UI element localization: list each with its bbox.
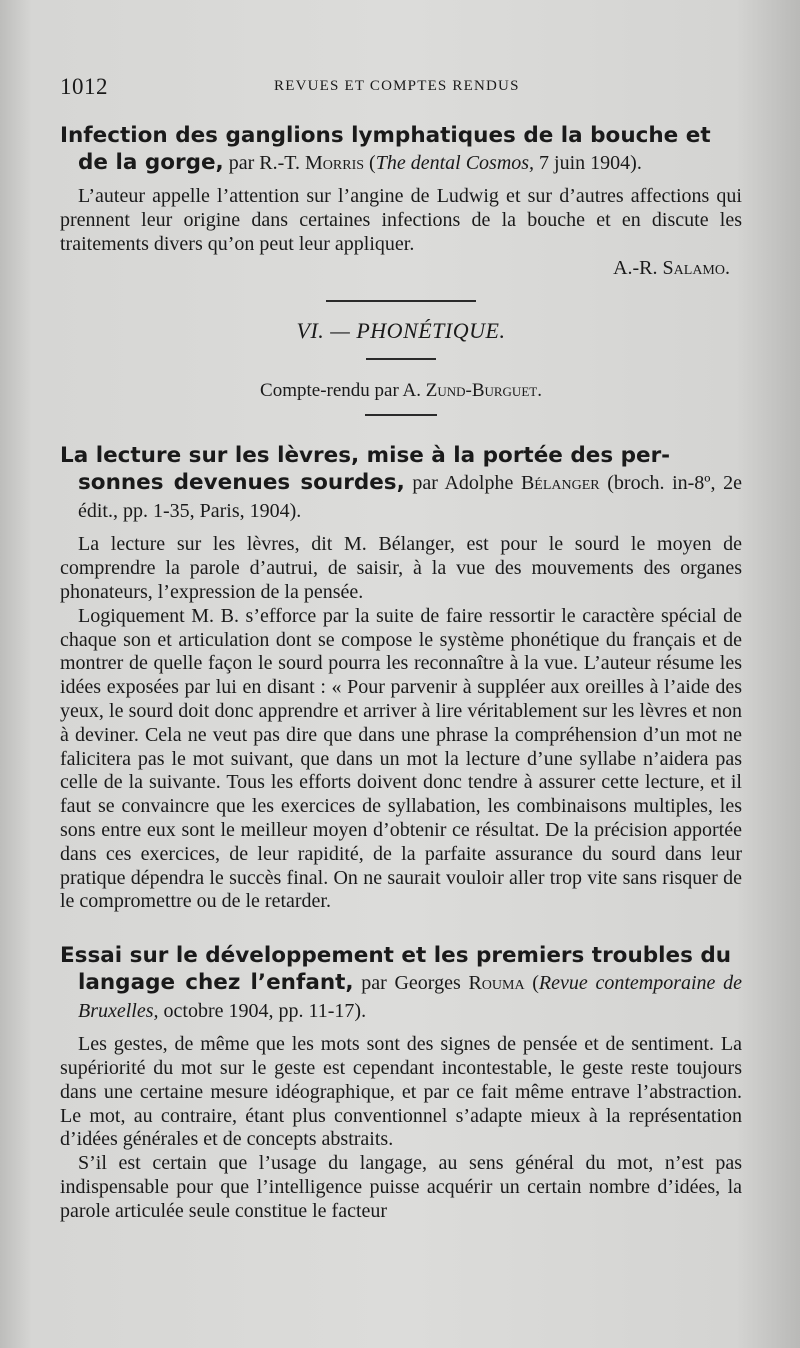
publication-details: (broch. in-8º, 2e édit., pp. 1-35, Paris, 1904). xyxy=(78,472,742,523)
review-ganglions xyxy=(60,122,742,280)
signature-initials: A.-R. xyxy=(613,257,663,280)
article-title xyxy=(60,122,742,177)
section-heading: VI. — PHONÉTIQUE. xyxy=(296,318,506,344)
reviewer-prefix: Compte-rendu par A. xyxy=(260,380,426,402)
title-continuation xyxy=(78,149,742,177)
review-body: L’auteur appelle l’attention sur l’angine de Ludwig et sur d’autres affections qui prennent leur origine dans certaines infections de la bouche et en discute les traitements divers qu’on peut leur appliquer. xyxy=(60,185,742,255)
reviewer-line xyxy=(60,380,742,402)
separator-rule-short xyxy=(366,358,436,360)
article-title xyxy=(60,942,742,1025)
by-text: par Georges xyxy=(353,972,469,995)
source-date: octobre 1904, pp. 11-17). xyxy=(158,1000,367,1023)
author-name: R.-T. Morris xyxy=(259,152,365,174)
title-line: langage chez l’enfant, xyxy=(78,970,354,996)
title-continuation xyxy=(78,469,742,525)
title-line: La lecture sur les lèvres, mise à la portée des per- xyxy=(60,443,671,469)
source-journal: Revue contemporaine de Bruxelles, xyxy=(78,972,742,1023)
signature xyxy=(60,256,730,280)
author-name: Bélanger xyxy=(520,472,600,495)
title-line: sonnes devenues sourdes, xyxy=(78,470,405,496)
reviewer-name: Zund-Burguet. xyxy=(425,380,542,402)
source-journal: The dental Cosmos, xyxy=(375,152,535,174)
review-paragraph: S’il est certain que l’usage du langage, au sens général du mot, n’est pas indispensable pour que l’intelligence puisse acquérir un certain nombre d’idées, la parole articulée seule constitue le facteur xyxy=(60,1152,742,1222)
title-continuation xyxy=(78,969,742,1025)
review-paragraph: Les gestes, de même que les mots sont des signes de pensée et de sentiment. La supériorité du mot sur le geste est cependant incontestable, le geste reste toujours dans une certaine mesure idéographique, et par ce fait même entrave l’abstraction. Le mot, au contraire, étant plus conventionnel s’adapte mieux à la représentation d’idées générales et de concepts abstraits. xyxy=(60,1033,742,1151)
review-paragraph: La lecture sur les lèvres, dit M. Bélanger, est pour le sourd le moyen de comprendre la parole d’autrui, de saisir, à la vue des mouvements des organes phonateurs, l’expression de la pensée. xyxy=(60,533,742,603)
title-line: Essai sur le développement et les premiers troubles du xyxy=(60,943,732,969)
by-text: par Adolphe xyxy=(404,472,521,495)
paren: ( xyxy=(364,152,376,174)
review-developpement-langage xyxy=(60,942,742,1223)
page-content xyxy=(60,122,742,1224)
paren: ( xyxy=(524,972,539,995)
separator-rule xyxy=(326,300,476,302)
author-name: Rouma xyxy=(468,972,525,995)
title-line: de la gorge, xyxy=(78,150,224,175)
running-title: REVUES ET COMPTES RENDUS xyxy=(274,78,520,94)
separator-rule-short xyxy=(365,414,437,416)
signature-name: Salamo. xyxy=(662,257,730,280)
article-title xyxy=(60,442,742,525)
page-number: 1012 xyxy=(60,74,108,99)
running-head xyxy=(60,74,742,104)
by-text: par xyxy=(223,152,260,174)
source-date: 7 juin 1904). xyxy=(534,152,642,174)
title-line: Infection des ganglions lymphatiques de la bouche et xyxy=(60,123,711,148)
review-paragraph: Logiquement M. B. s’efforce par la suite de faire ressortir le caractère spécial de chaque son et articulation dont se compose le système phonétique du français et de montrer de quelle façon le sourd pourra les reconnaître à la vue. L’auteur résume les idées exposées par lui en disant : « Pour parvenir à suppléer aux oreilles à l’aide des yeux, le sourd doit donc apprendre et arriver à lire véritablement sur les lèvres et non à deviner. Cela ne veut pas dire que dans une phrase la compréhension d’un mot ne falicitera pas le mot suivant, que dans un mot la lecture d’une syllabe n’aidera pas celle de la suivante. Tous les efforts doivent donc tendre à assurer cette lecture, et il faut se convaincre que les exercices de syllabation, les combinaisons multiples, les sons entre eux sont le meilleur moyen d’obtenir ce résultat. De la précision apportée dans ces exercices, de leur rapidité, de la parfaite assurance du sourd dans leur pratique dépendra le succès final. On ne saurait vouloir aller trop vite sans risquer de le compromettre ou de le retarder. xyxy=(60,604,742,913)
review-lecture-levres xyxy=(60,442,742,914)
